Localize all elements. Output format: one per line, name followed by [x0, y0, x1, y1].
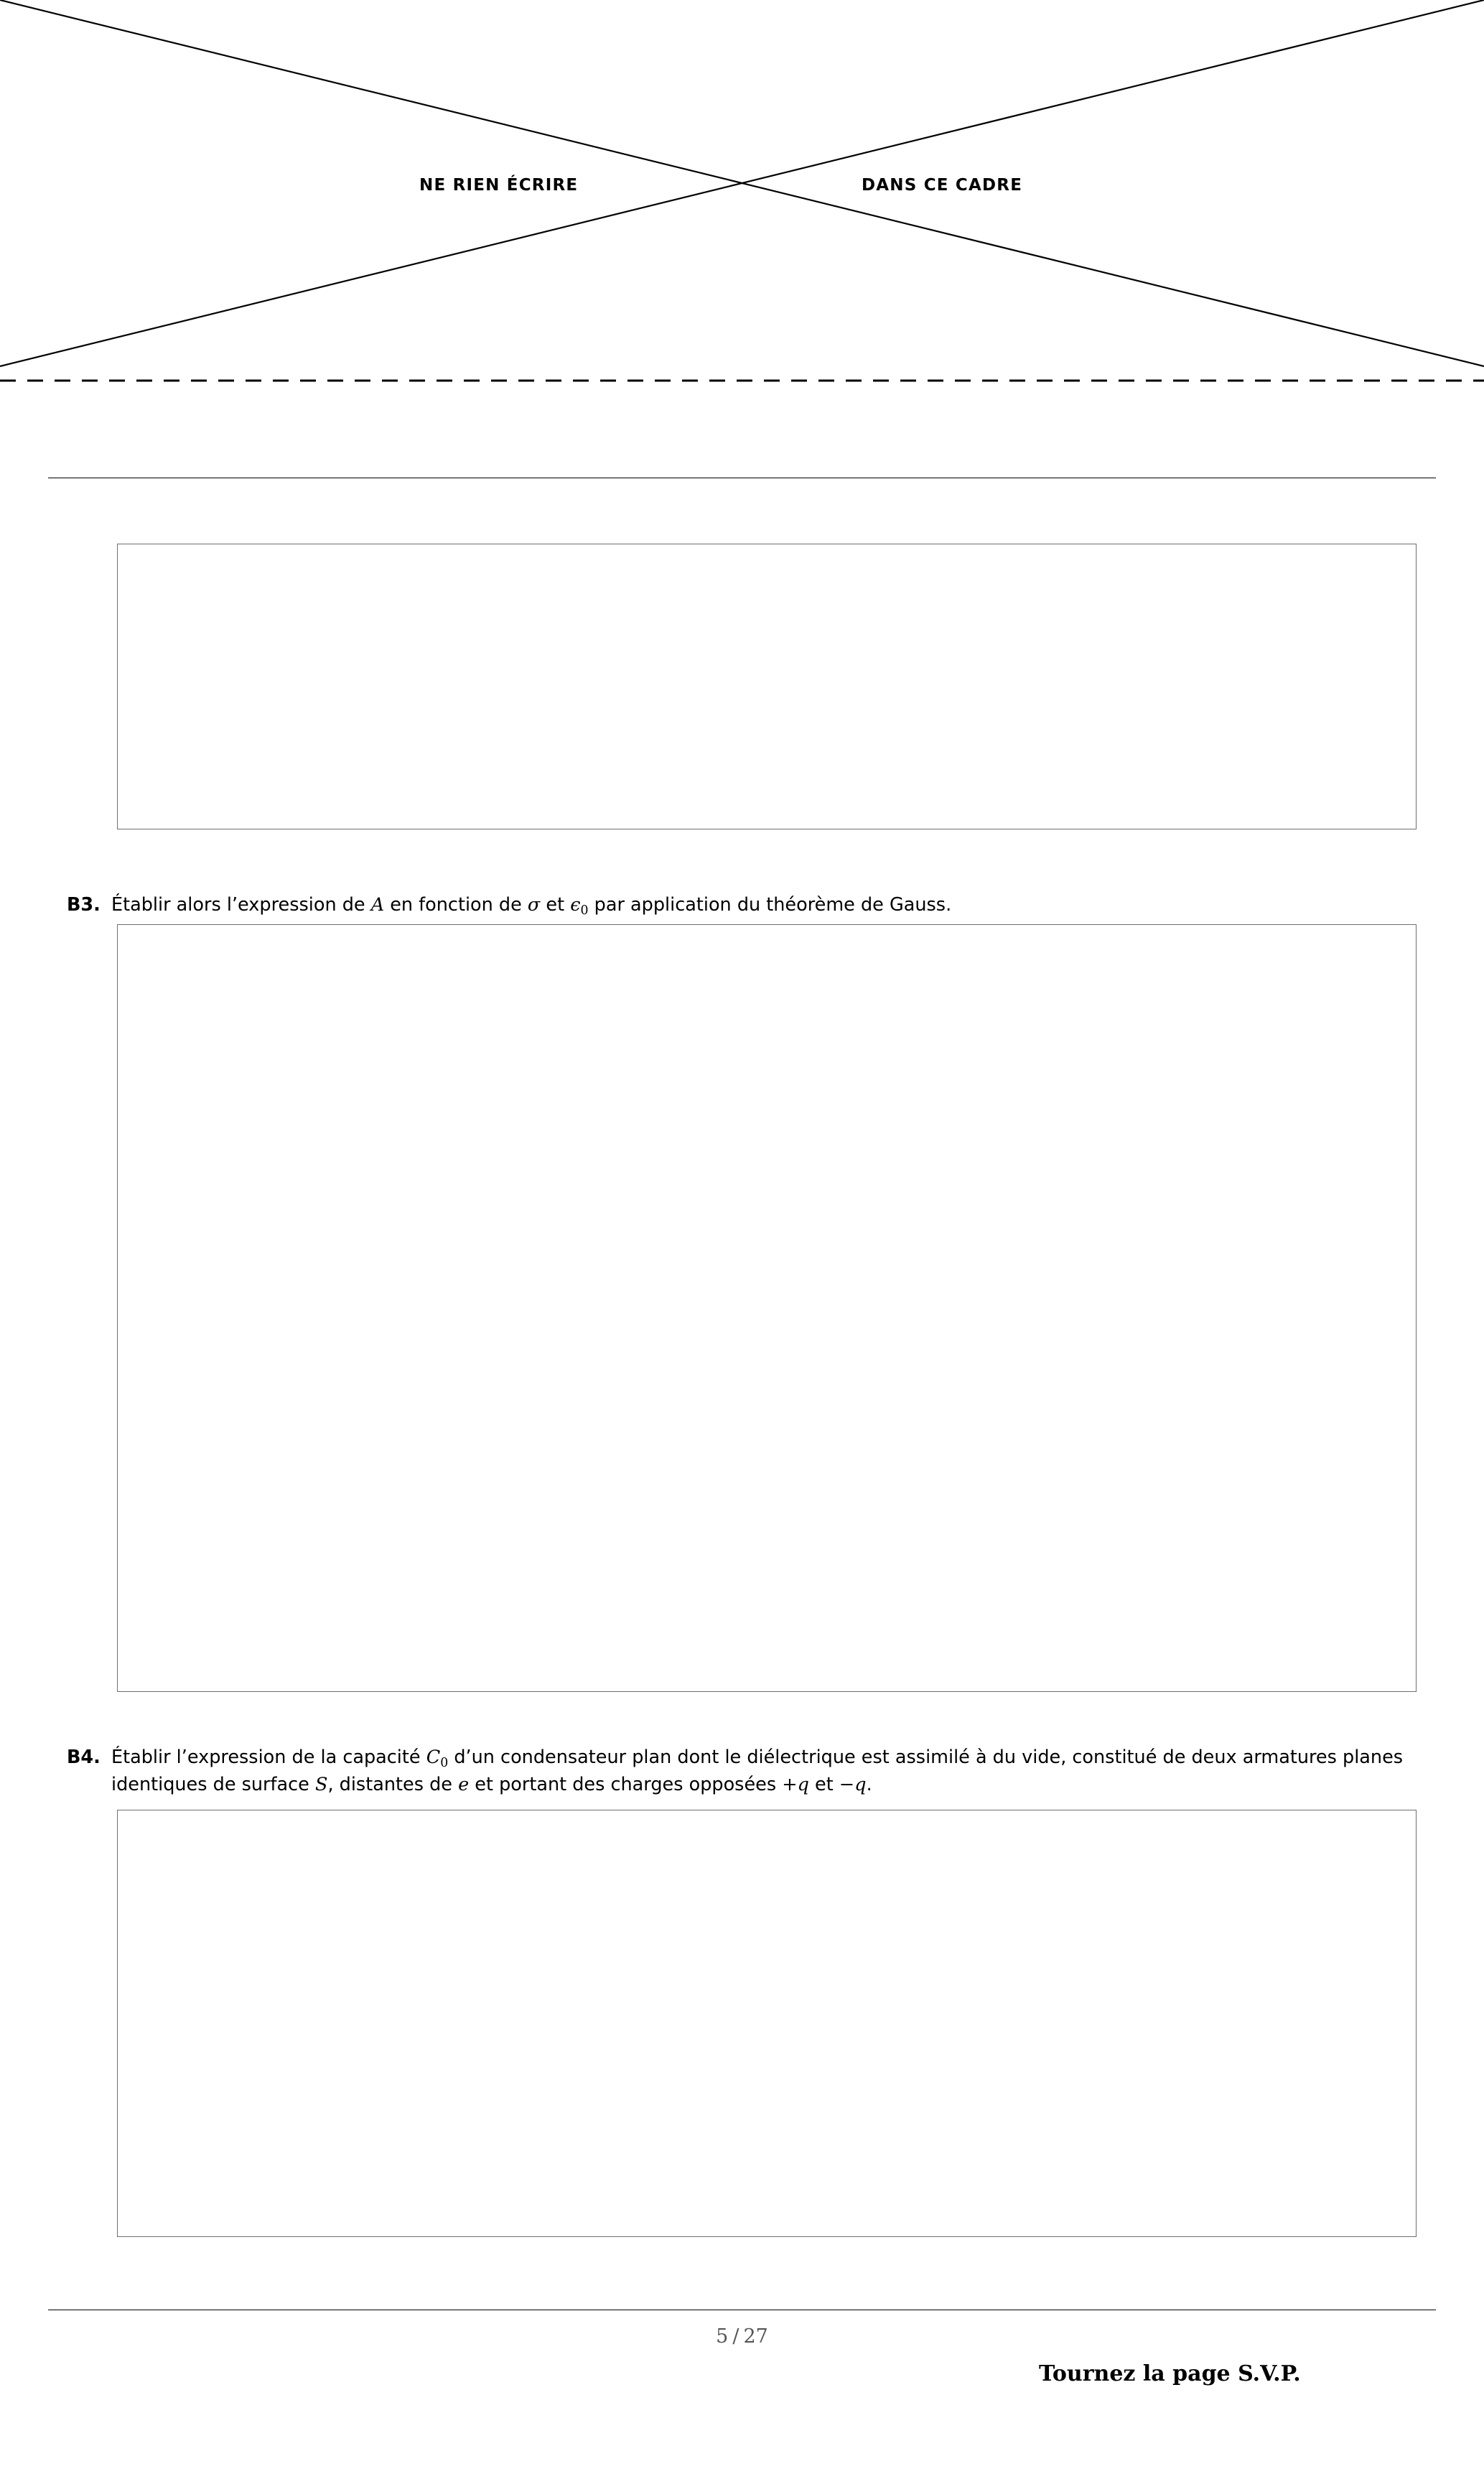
- page-number-separator: /: [732, 2325, 739, 2348]
- header-label-right: DANS CE CADRE: [862, 176, 1023, 195]
- question-b4-text-1: Établir l’expression de la capacité: [111, 1747, 426, 1768]
- page-number: [0, 2325, 1484, 2348]
- question-b4-symbol-C-sub: 0: [440, 1755, 449, 1770]
- question-b4-text-2: d’un condensateur plan dont le diélectrique est assimilé à du vide, constitué de deux armatures planes identiques de surface: [111, 1747, 1404, 1795]
- question-b4-text-3: , distantes de: [327, 1773, 459, 1795]
- question-b4-number: B4.: [67, 1747, 101, 1768]
- question-b3-symbol-A: A: [370, 894, 385, 916]
- answer-box-b4[interactable]: [117, 1810, 1417, 2237]
- header-label-left: NE RIEN ÉCRIRE: [419, 176, 579, 195]
- question-b4-text-5: et: [808, 1773, 839, 1795]
- question-b3-text-3: et: [540, 894, 571, 916]
- question-b4-symbol-C: C: [426, 1747, 441, 1768]
- answer-box-b3[interactable]: [117, 924, 1417, 1692]
- question-b3-text-2: en fonction de: [384, 894, 528, 916]
- question-b3-text-1: Établir alors l’expression de: [111, 894, 371, 916]
- question-b3-symbol-epsilon-sub: 0: [580, 903, 589, 918]
- question-b4-symbol-S: S: [314, 1773, 328, 1795]
- answer-box-top[interactable]: [117, 544, 1417, 829]
- do-not-write-header-zone: [0, 0, 1484, 391]
- header-cross-lines: [0, 0, 1484, 391]
- page-number-total: 27: [743, 2325, 768, 2348]
- question-b3-symbol-epsilon: ϵ: [570, 894, 581, 916]
- question-b4-text-4: et portant des charges opposées: [469, 1773, 783, 1795]
- page-number-current: 5: [716, 2325, 729, 2348]
- question-b4-symbol-minus-q: −q: [839, 1773, 867, 1795]
- question-b3: [67, 893, 1425, 920]
- turn-page-notice: Tournez la page S.V.P.: [1039, 2361, 1301, 2386]
- question-b4: [67, 1745, 1425, 1798]
- question-b3-number: B3.: [67, 894, 101, 916]
- question-b3-symbol-sigma: σ: [527, 894, 541, 916]
- question-b4-symbol-e: e: [458, 1773, 470, 1795]
- question-b4-symbol-plus-q: +q: [782, 1773, 809, 1795]
- question-b3-text-4: par application du théorème de Gauss.: [588, 894, 952, 916]
- question-b4-text-6: .: [866, 1773, 872, 1795]
